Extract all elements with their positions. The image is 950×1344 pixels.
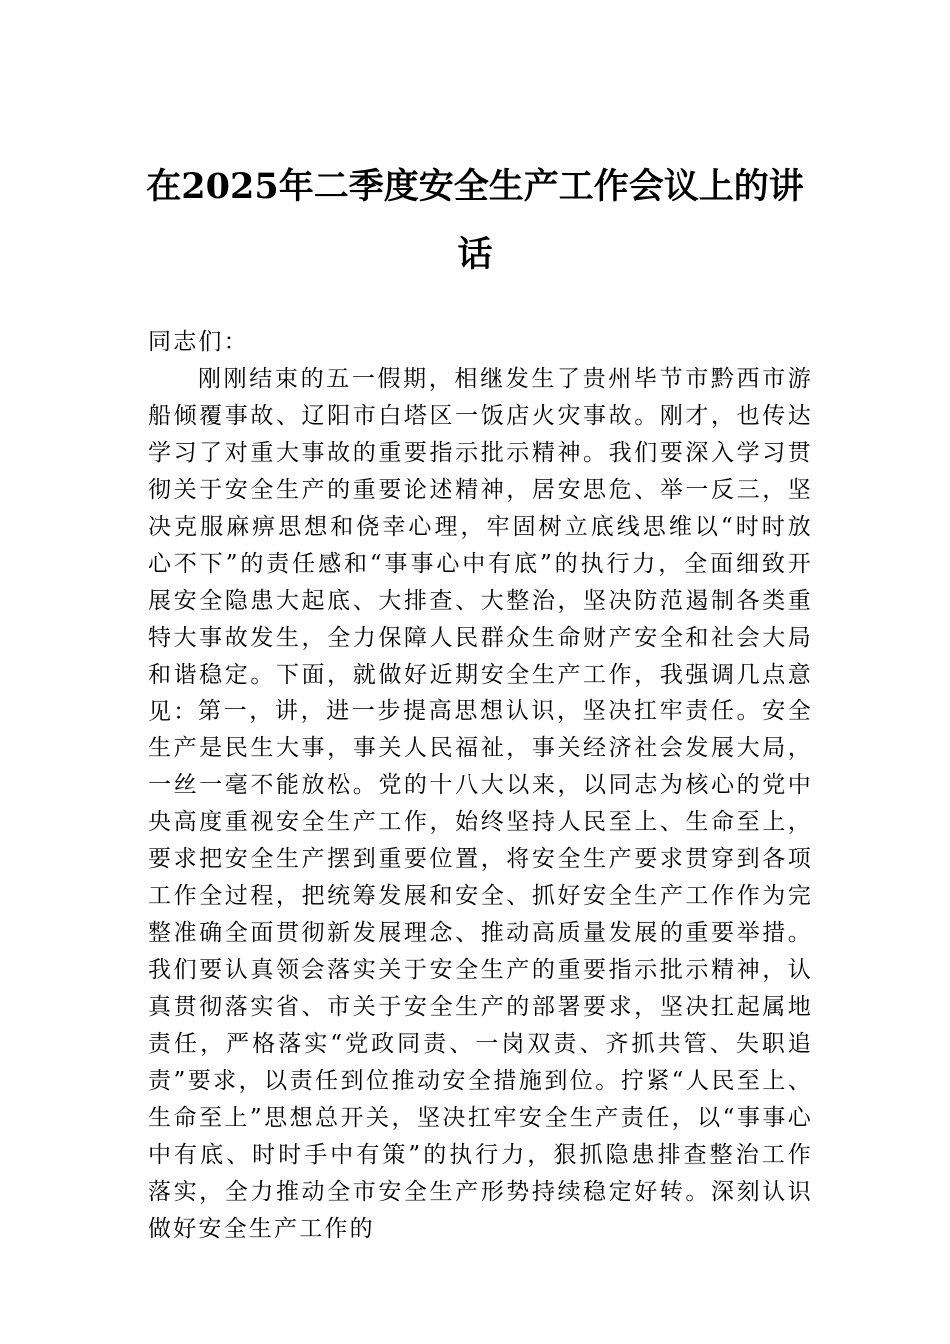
document-title-line-1: 在2025年二季度安全生产工作会议上的讲	[146, 166, 804, 207]
document-title-line-2: 话	[457, 234, 493, 275]
paragraph-2: 第一，讲，进一步提高思想认识，坚决扛牢责任。安全生产是民生大事，事关人民福祉，事关经济社会发展大局，一丝一毫不能放松。党的十八大以来，以同志为核心的党中央高度重视安全生产工作，始终坚持人民至上、生命至上，要求把安全生产摆到重要位置，将安全生产要求贯穿到各项工作全过程，把统筹发展和安全、抓好安全生产工作作为完整准确全面贯彻新发展理念、推动高质量发展的重要举措。我们要认真领会落实关于安全生产的重要指示批示精神，认真贯彻落实省、市关于安全生产的部署要求，坚决扛起属地责任，严格落实“党政同责、一岗双责、齐抓共管、失职追责”要求，以责任到位推动安全措施到位。拧紧“人民至上、生命至上”思想总开关，坚决扛牢安全生产责任，以“事事心中有底、时时手中有策”的执行力，狠抓隐患排查整治工作落实，全力推动全市安全生产形势持续稳定好转。深刻认识做好安全生产工作的	[148, 698, 813, 1242]
paragraph-1: 刚刚结束的五一假期，相继发生了贵州毕节市黔西市游船倾覆事故、辽阳市白塔区一饭店火灾事故。刚才，也传达学习了对重大事故的重要指示批示精神。我们要深入学习贯彻关于安全生产的重要论述精神，居安思危、举一反三，坚决克服麻痹思想和侥幸心理，牢固树立底线思维以“时时放心不下”的责任感和“事事心中有底”的执行力，全面细致开展安全隐患大起底、大排查、大整治，坚决防范遏制各类重特大事故发生，全力保障人民群众生命财产安全和社会大局和谐稳定。下面，就做好近期安全生产工作，我强调几点意见：	[148, 366, 813, 725]
salutation: 同志们：	[148, 329, 249, 355]
